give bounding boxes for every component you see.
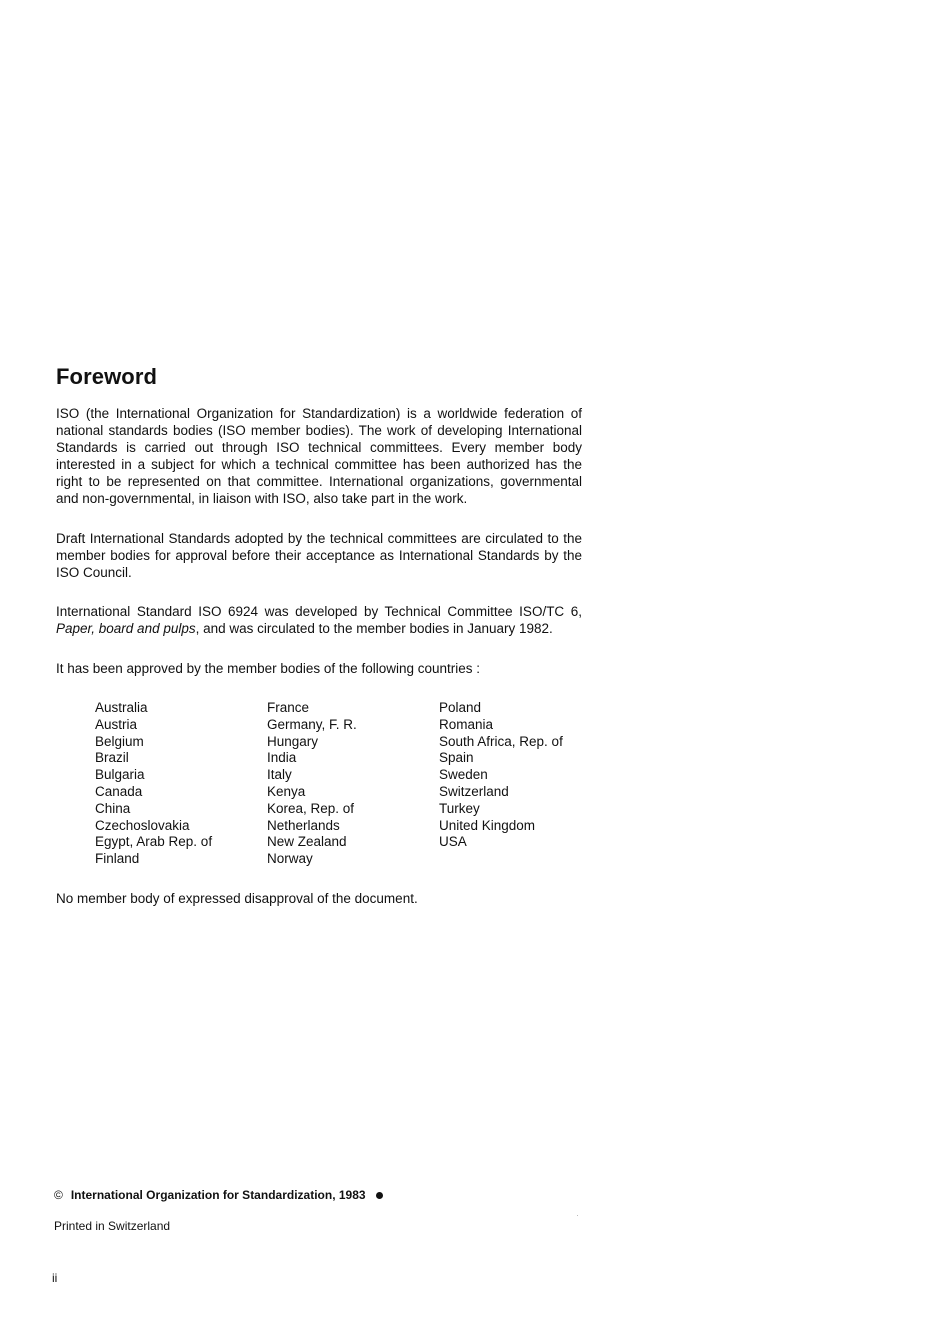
country-item: Turkey (439, 800, 480, 816)
paragraph-draft-standards: Draft International Standards adopted by the technical committees are circulated to the member bodies for approval before their acceptance as International Standards by the ISO Council. (56, 531, 582, 580)
country-item: Australia (95, 700, 148, 715)
country-item: China (95, 800, 131, 816)
country-item: Canada (95, 783, 143, 799)
paragraph-no-disapproval: No member body of expressed disapproval of the document. (56, 891, 418, 906)
country-item: Hungary (267, 733, 319, 749)
country-item: Finland (95, 851, 140, 867)
country-item: Brazil (95, 750, 129, 766)
page-number: ii (52, 1271, 58, 1285)
paragraph-iso-6924-start: International Standard ISO 6924 was developed by Technical Committee ISO/TC 6, (56, 604, 582, 619)
country-item: Netherlands (267, 817, 340, 833)
country-item: Poland (439, 700, 482, 715)
scan-speck (577, 1215, 578, 1216)
country-item: Germany, F. R. (267, 716, 357, 732)
country-item: Spain (439, 750, 474, 766)
countries-column-1 (95, 700, 267, 868)
paragraph-iso-intro: ISO (the International Organization for Standardization) is a worldwide federation of national standards bodies (ISO member bodies). The work of developing International Standards is carried out through ISO technical committees. Every member body interested in a subject for which a technical committee has been authorized has the right to be represented on that committee. International organizations, governmental and non-governmental, in liaison with ISO, also take part in the work. (56, 406, 582, 506)
committee-title: Paper, board and pulps (56, 621, 196, 636)
country-item: USA (439, 834, 467, 850)
countries-column-2 (267, 700, 439, 868)
country-item: United Kingdom (439, 817, 536, 833)
country-item: Austria (95, 716, 138, 732)
printed-location: Printed in Switzerland (54, 1219, 171, 1233)
country-item: Bulgaria (95, 767, 145, 783)
country-item: Norway (267, 851, 313, 867)
country-item: Italy (267, 767, 292, 783)
country-item: Czechoslovakia (95, 817, 190, 833)
country-item: Egypt, Arab Rep. of (95, 834, 213, 850)
paragraph-approval: It has been approved by the member bodies of the following countries : (56, 661, 481, 676)
country-item: Sweden (439, 767, 488, 783)
country-item: Korea, Rep. of (267, 800, 355, 816)
country-item: Switzerland (439, 783, 509, 799)
country-item: Kenya (267, 783, 306, 799)
countries-column-3 (439, 700, 611, 868)
country-item: South Africa, Rep. of (439, 733, 563, 749)
paragraph-iso-6924 (56, 603, 582, 637)
paragraph-iso-6924-end: , and was circulated to the member bodies in January 1982. (195, 621, 553, 636)
copyright-text: International Organization for Standardization, 1983 (70, 1188, 366, 1202)
countries-list (95, 700, 611, 868)
country-item: Romania (439, 716, 494, 732)
page-title: Foreword (56, 364, 158, 389)
country-item: India (267, 750, 297, 766)
country-item: Belgium (95, 733, 144, 749)
bullet-icon (376, 1192, 383, 1199)
copyright-line (54, 1188, 383, 1202)
country-item: New Zealand (267, 834, 347, 850)
country-item: France (267, 700, 310, 715)
copyright-icon: © (54, 1188, 63, 1202)
